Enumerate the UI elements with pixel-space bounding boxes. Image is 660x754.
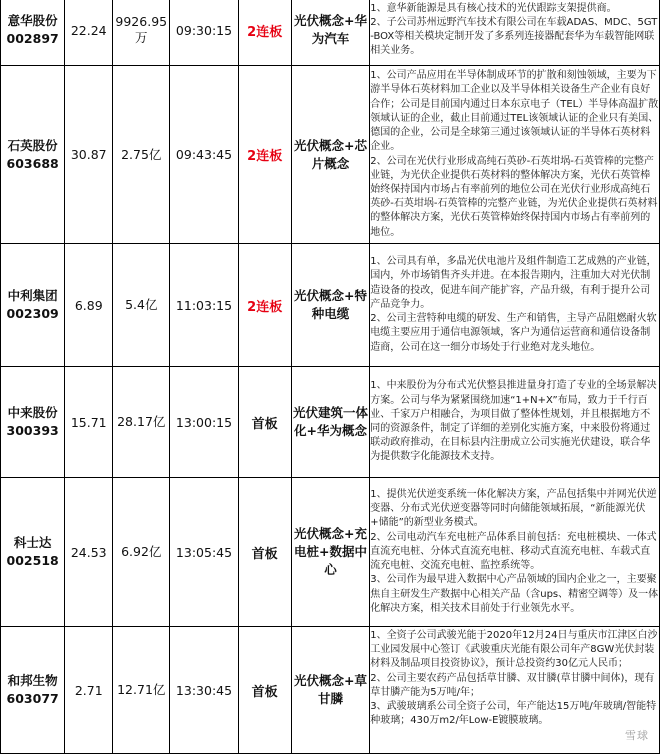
stock-name-cell (1, 66, 65, 244)
concept-cell: 光伏概念+特种电缆 (291, 244, 370, 367)
stock-code: 002518 (6, 553, 59, 568)
watermark: 雪球 (622, 727, 652, 743)
description-paragraph: 1、公司产品应用在半导体制成环节的扩散和刻蚀领域，主要为下游半导体石英材料加工企业以及半导体相关设备生产企业有良好合作；公司是目前国内通过日本东京电子（TEL）半导体高温扩散领域认证的企业，截止目前通过TEL该领域认证的企业只有美国、德国的企业，公司是全球第三通过该领域认证的半导体石英材料企业。 (370, 70, 659, 153)
stock-name: 科士达 (13, 535, 52, 550)
price-cell: 15.71 (65, 367, 113, 478)
turnover-cell: 6.92亿 (113, 478, 170, 627)
description-paragraph: 1、意华新能源是具有核心技术的光伏跟踪支架提供商。 (370, 2, 617, 14)
table-row (1, 244, 660, 367)
concept-cell: 光伏概念+草甘膦 (291, 627, 370, 754)
turnover-cell: 12.71亿 (113, 627, 170, 754)
concept-cell: 光伏概念+华为汽车 (291, 0, 370, 66)
stock-name-cell (1, 367, 65, 478)
description-paragraph: 2、公司电动汽车充电桩产品体系目前包括：充电桩模块、一体式直流充电桩、分体式直流充电桩、移动式直流充电桩、车载式直流充电桩、交流充电桩、监控系统等。 (370, 531, 657, 572)
description-paragraph: 1、中来股份为分布式光伏整县推进量身打造了专业的全场景解决方案。公司与华为紧紧围绕加速“1+N+X”布局，致力于千行百业、千家万户相融合，为项目做了整体性规划，并且根据地方不同的资源条件，制定了详细的差别化实施方案，中来股份将通过联动政府推动，在目标县内注册成立公司实施光伏建设，联合华为提供数字化能源技术支持。 (370, 380, 657, 463)
table-row (1, 478, 660, 627)
stock-name: 中来股份 (7, 405, 58, 420)
price-cell: 6.89 (65, 244, 113, 367)
stock-code: 002897 (6, 31, 59, 46)
stock-name: 和邦生物 (7, 673, 58, 688)
stock-name-cell (1, 0, 65, 66)
board-count-cell: 2连板 (238, 66, 291, 244)
stock-name-cell (1, 627, 65, 754)
price-cell: 24.53 (65, 478, 113, 627)
turnover-cell: 5.4亿 (113, 244, 170, 367)
table-body (1, 0, 660, 754)
stock-name-cell (1, 478, 65, 627)
stock-code: 603688 (6, 155, 59, 171)
concept-cell: 光伏概念+芯片概念 (291, 66, 370, 244)
description-cell (370, 478, 660, 627)
description-paragraph: 2、公司主要农药产品包括草甘膦、双甘膦(草甘膦中间体)，现有草甘膦产能为5万吨/年； (370, 672, 655, 698)
price-cell: 2.71 (65, 627, 113, 754)
limit-up-time-cell: 13:05:45 (170, 478, 238, 627)
price-cell: 22.24 (65, 0, 113, 66)
board-count-cell: 首板 (238, 367, 291, 478)
concept-cell: 光伏概念+充电桩+数据中心 (291, 478, 370, 627)
stock-name: 意华股份 (7, 13, 58, 28)
description-cell (370, 627, 660, 754)
description-cell (370, 66, 660, 244)
stock-name: 石英股份 (7, 137, 58, 153)
price-cell: 30.87 (65, 66, 113, 244)
description-paragraph: 3、公司作为最早进入数据中心产品领域的国内企业之一，主要聚焦自主研发生产数据中心相关产品（含ups、精密空调等）及一体化解决方案，相关技术目前处于行业领先水平。 (370, 574, 659, 614)
limit-up-time-cell: 13:30:45 (170, 627, 238, 754)
description-paragraph: 3、武骏玻璃系公司全资子公司，年产能达15万吨/年玻璃/智能特种玻璃；430万m2/年Low-E镀膜玻璃。 (370, 701, 657, 727)
stock-name-cell (1, 244, 65, 367)
stock-code: 300393 (6, 423, 59, 438)
turnover-cell: 9926.95万 (113, 0, 170, 66)
description-cell (370, 0, 660, 66)
stock-code: 603077 (6, 691, 59, 706)
board-count-cell: 首板 (238, 478, 291, 627)
description-paragraph: 1、公司具有单，多晶光伏电池片及组件制造工艺成熟的产业链，国内，外市场销售齐头并进。在本报告期内，注重加大对光伏制造设备的投改，促进车间产能扩容，产品升级，有利于提升公司产品竞争力。 (370, 256, 657, 310)
limit-up-time-cell: 09:30:15 (170, 0, 238, 66)
description-cell (370, 367, 660, 478)
table-row (1, 367, 660, 478)
limit-up-time-cell: 13:00:15 (170, 367, 238, 478)
stock-name: 中利集团 (7, 288, 58, 303)
limit-up-time-cell: 11:03:15 (170, 244, 238, 367)
table-row (1, 627, 660, 754)
description-cell (370, 244, 660, 367)
turnover-cell: 28.17亿 (113, 367, 170, 478)
description-paragraph: 1、提供光伏逆变系统一体化解决方案，产品包括集中并网光伏逆变器、分布式光伏逆变器等同时向储能领域拓展，“新能源光伏+储能”的新型业务模式。 (370, 489, 657, 529)
concept-cell: 光伏建筑一体化+华为概念 (291, 367, 370, 478)
board-count-cell: 2连板 (238, 244, 291, 367)
description-paragraph: 2、子公司苏州远野汽车技术有限公司在车载ADAS、MDC、5GT-BOX等相关模块定制开发了多系列连接器配套华为车载智能网联相关业务。 (370, 16, 658, 57)
description-paragraph: 2、公司主营特种电缆的研发、生产和销售，主导产品阻燃耐火软电缆主要应用于通信电源领域，客户为通信运营商和通信设备制造商，公司在这一细分市场处于行业绝对龙头地位。 (370, 313, 657, 353)
board-count-cell: 首板 (238, 627, 291, 754)
table-row (1, 0, 660, 66)
turnover-cell: 2.75亿 (113, 66, 170, 244)
description-paragraph: 1、全资子公司武骏光能于2020年12月24日与重庆市江津区白沙工业园发展中心签订《武骏重庆光能有限公司年产8GW光伏封装材料及制品项目投资协议》，预计总投资约30亿元人民币； (370, 630, 658, 670)
description-paragraph: 2、公司在光伏行业形成高纯石英砂-石英坩埚-石英管棒的完整产业链，为光伏企业提供石英材料的整体解决方案，光伏石英管棒始终保持国内市场占有率前列的地位公司在光伏行业形成高纯石英砂-石英坩埚-石英管棒的完整产业链，为光伏企业提供石英材料的整体解决方案，光伏石英管棒始终保持国内市场占有率前列的地位。 (370, 155, 658, 238)
stock-code: 002309 (6, 306, 59, 321)
board-count-cell: 2连板 (238, 0, 291, 66)
limit-up-time-cell: 09:43:45 (170, 66, 238, 244)
table-row (1, 66, 660, 244)
